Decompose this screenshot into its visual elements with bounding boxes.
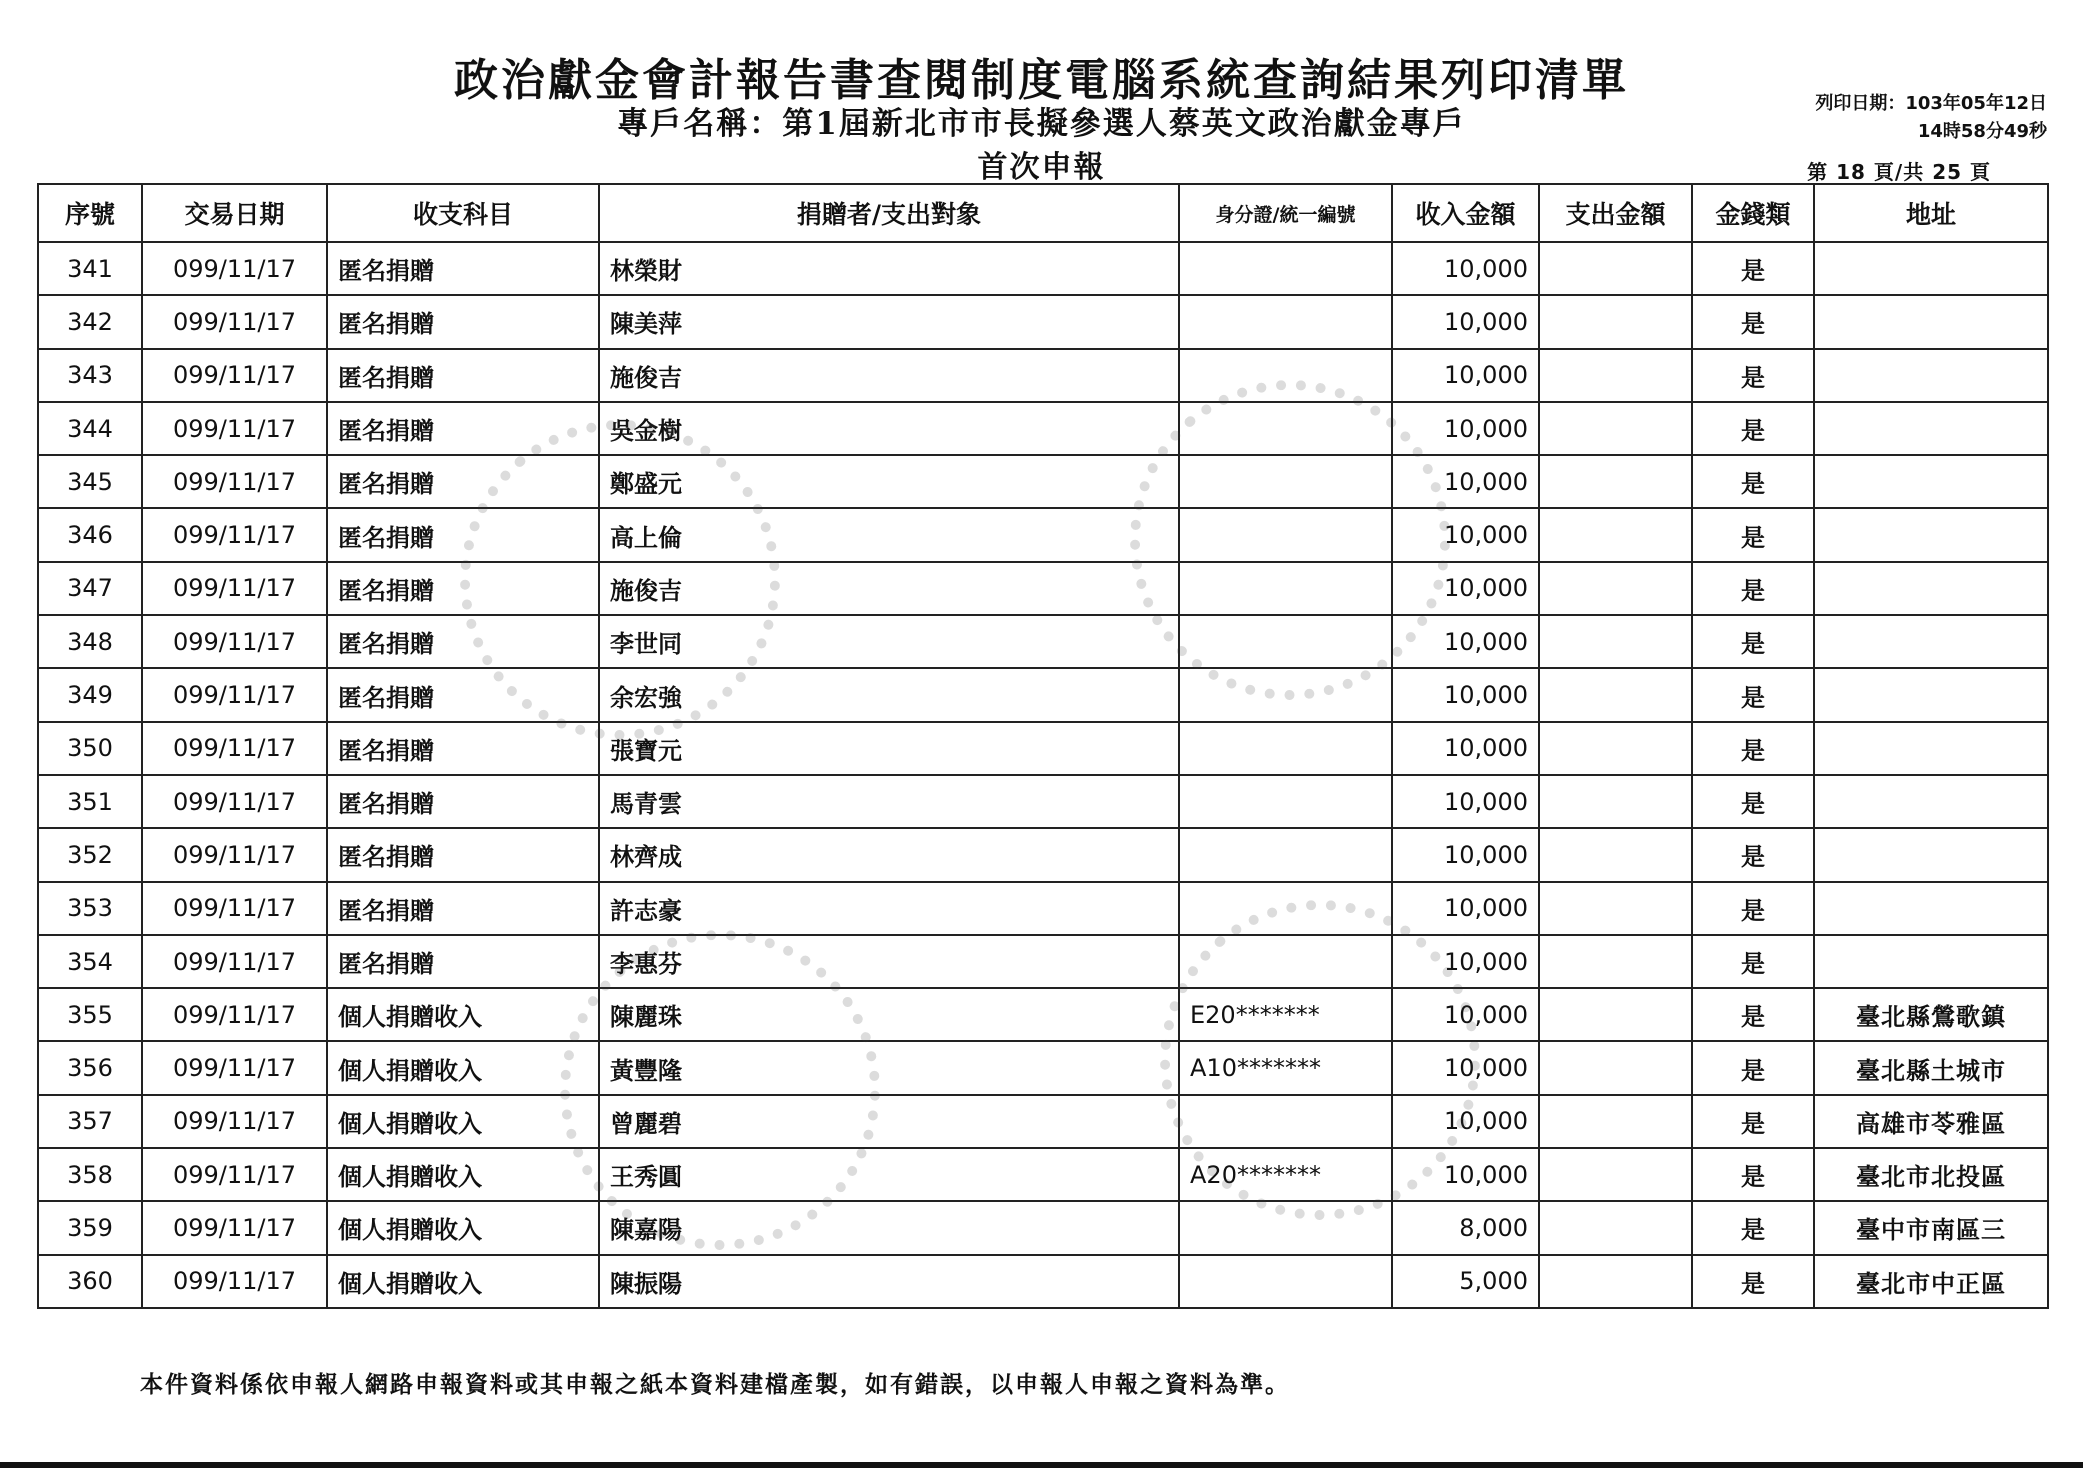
row-category: 匿名捐贈 bbox=[327, 882, 599, 935]
row-id-number bbox=[1179, 668, 1392, 721]
row-donor-name: 高上倫 bbox=[599, 508, 1179, 561]
row-seq: 360 bbox=[38, 1255, 142, 1308]
row-seq: 357 bbox=[38, 1095, 142, 1148]
row-category: 匿名捐贈 bbox=[327, 455, 599, 508]
row-expense bbox=[1539, 295, 1692, 348]
row-id-number bbox=[1179, 562, 1392, 615]
row-cash-flag: 是 bbox=[1692, 349, 1814, 402]
row-date: 099/11/17 bbox=[142, 668, 327, 721]
row-cash-flag: 是 bbox=[1692, 668, 1814, 721]
table-row bbox=[38, 455, 2048, 508]
row-category: 匿名捐贈 bbox=[327, 562, 599, 615]
col-header-category: 收支科目 bbox=[327, 184, 599, 242]
row-category: 匿名捐贈 bbox=[327, 242, 599, 295]
row-address: 臺中市南區三 bbox=[1814, 1201, 2048, 1254]
row-id-number bbox=[1179, 349, 1392, 402]
row-category: 匿名捐贈 bbox=[327, 295, 599, 348]
row-expense bbox=[1539, 1255, 1692, 1308]
row-date: 099/11/17 bbox=[142, 988, 327, 1041]
row-date: 099/11/17 bbox=[142, 349, 327, 402]
donation-ledger-table bbox=[37, 183, 2049, 1309]
row-seq: 345 bbox=[38, 455, 142, 508]
row-seq: 346 bbox=[38, 508, 142, 561]
row-category: 匿名捐贈 bbox=[327, 402, 599, 455]
row-seq: 356 bbox=[38, 1041, 142, 1094]
row-donor-name: 陳麗珠 bbox=[599, 988, 1179, 1041]
row-category: 個人捐贈收入 bbox=[327, 1041, 599, 1094]
row-address: 臺北市中正區 bbox=[1814, 1255, 2048, 1308]
print-date-line: 列印日期：103年05年12日 bbox=[1815, 93, 2047, 114]
row-expense bbox=[1539, 242, 1692, 295]
row-cash-flag: 是 bbox=[1692, 242, 1814, 295]
row-income: 10,000 bbox=[1392, 882, 1539, 935]
row-address bbox=[1814, 562, 2048, 615]
row-date: 099/11/17 bbox=[142, 1255, 327, 1308]
row-address bbox=[1814, 295, 2048, 348]
row-id-number bbox=[1179, 508, 1392, 561]
row-donor-name: 林齊成 bbox=[599, 828, 1179, 881]
row-donor-name: 施俊吉 bbox=[599, 349, 1179, 402]
row-cash-flag: 是 bbox=[1692, 722, 1814, 775]
table-row bbox=[38, 242, 2048, 295]
row-address bbox=[1814, 722, 2048, 775]
row-address: 臺北縣土城市 bbox=[1814, 1041, 2048, 1094]
col-header-id: 身分證/統一編號 bbox=[1179, 184, 1392, 242]
row-expense bbox=[1539, 615, 1692, 668]
table-row bbox=[38, 402, 2048, 455]
row-seq: 350 bbox=[38, 722, 142, 775]
row-cash-flag: 是 bbox=[1692, 828, 1814, 881]
row-category: 匿名捐贈 bbox=[327, 935, 599, 988]
row-id-number bbox=[1179, 935, 1392, 988]
row-expense bbox=[1539, 828, 1692, 881]
row-seq: 349 bbox=[38, 668, 142, 721]
row-address bbox=[1814, 935, 2048, 988]
col-header-seq: 序號 bbox=[38, 184, 142, 242]
row-category: 匿名捐贈 bbox=[327, 349, 599, 402]
row-id-number bbox=[1179, 242, 1392, 295]
row-income: 10,000 bbox=[1392, 562, 1539, 615]
row-date: 099/11/17 bbox=[142, 935, 327, 988]
row-date: 099/11/17 bbox=[142, 1148, 327, 1201]
table-row bbox=[38, 935, 2048, 988]
row-income: 8,000 bbox=[1392, 1201, 1539, 1254]
row-income: 10,000 bbox=[1392, 668, 1539, 721]
row-expense bbox=[1539, 668, 1692, 721]
row-seq: 344 bbox=[38, 402, 142, 455]
row-category: 個人捐贈收入 bbox=[327, 988, 599, 1041]
row-expense bbox=[1539, 402, 1692, 455]
row-id-number bbox=[1179, 455, 1392, 508]
row-expense bbox=[1539, 1095, 1692, 1148]
col-header-expense: 支出金額 bbox=[1539, 184, 1692, 242]
row-id-number: A10******* bbox=[1179, 1041, 1392, 1094]
row-address: 臺北市北投區 bbox=[1814, 1148, 2048, 1201]
row-category: 個人捐贈收入 bbox=[327, 1095, 599, 1148]
row-cash-flag: 是 bbox=[1692, 1095, 1814, 1148]
row-address bbox=[1814, 402, 2048, 455]
row-date: 099/11/17 bbox=[142, 882, 327, 935]
row-seq: 358 bbox=[38, 1148, 142, 1201]
print-time-line: 14時58分49秒 bbox=[1917, 121, 2047, 142]
row-category: 匿名捐贈 bbox=[327, 668, 599, 721]
row-donor-name: 王秀圓 bbox=[599, 1148, 1179, 1201]
row-cash-flag: 是 bbox=[1692, 562, 1814, 615]
table-row bbox=[38, 1095, 2048, 1148]
row-id-number bbox=[1179, 882, 1392, 935]
row-category: 個人捐贈收入 bbox=[327, 1255, 599, 1308]
row-expense bbox=[1539, 349, 1692, 402]
row-income: 10,000 bbox=[1392, 722, 1539, 775]
row-expense bbox=[1539, 562, 1692, 615]
row-category: 匿名捐贈 bbox=[327, 775, 599, 828]
row-income: 10,000 bbox=[1392, 349, 1539, 402]
row-donor-name: 吳金樹 bbox=[599, 402, 1179, 455]
row-address: 臺北縣鶯歌鎮 bbox=[1814, 988, 2048, 1041]
row-donor-name: 余宏強 bbox=[599, 668, 1179, 721]
row-donor-name: 李世同 bbox=[599, 615, 1179, 668]
row-id-number bbox=[1179, 295, 1392, 348]
table-row bbox=[38, 562, 2048, 615]
col-header-date: 交易日期 bbox=[142, 184, 327, 242]
row-cash-flag: 是 bbox=[1692, 775, 1814, 828]
row-cash-flag: 是 bbox=[1692, 295, 1814, 348]
table-header-row bbox=[38, 184, 2048, 242]
row-cash-flag: 是 bbox=[1692, 1255, 1814, 1308]
row-date: 099/11/17 bbox=[142, 1201, 327, 1254]
row-id-number bbox=[1179, 1201, 1392, 1254]
row-seq: 355 bbox=[38, 988, 142, 1041]
row-cash-flag: 是 bbox=[1692, 1041, 1814, 1094]
table-row bbox=[38, 615, 2048, 668]
row-donor-name: 林榮財 bbox=[599, 242, 1179, 295]
row-category: 匿名捐贈 bbox=[327, 615, 599, 668]
row-date: 099/11/17 bbox=[142, 722, 327, 775]
row-donor-name: 陳振陽 bbox=[599, 1255, 1179, 1308]
page-number: 第 18 頁/共 25 頁 bbox=[1807, 160, 1991, 184]
table-row bbox=[38, 508, 2048, 561]
document-title: 政治獻金會計報告書查閱制度電腦系統查詢結果列印清單 bbox=[454, 55, 1629, 106]
row-category: 個人捐贈收入 bbox=[327, 1201, 599, 1254]
row-cash-flag: 是 bbox=[1692, 988, 1814, 1041]
row-id-number bbox=[1179, 775, 1392, 828]
row-cash-flag: 是 bbox=[1692, 882, 1814, 935]
row-income: 10,000 bbox=[1392, 508, 1539, 561]
row-id-number bbox=[1179, 722, 1392, 775]
row-address bbox=[1814, 508, 2048, 561]
row-expense bbox=[1539, 935, 1692, 988]
row-category: 匿名捐贈 bbox=[327, 508, 599, 561]
row-id-number bbox=[1179, 1095, 1392, 1148]
table-row bbox=[38, 828, 2048, 881]
row-cash-flag: 是 bbox=[1692, 1201, 1814, 1254]
row-donor-name: 陳美萍 bbox=[599, 295, 1179, 348]
col-header-cash: 金錢類 bbox=[1692, 184, 1814, 242]
table-row bbox=[38, 1148, 2048, 1201]
row-cash-flag: 是 bbox=[1692, 615, 1814, 668]
row-expense bbox=[1539, 988, 1692, 1041]
row-donor-name: 鄭盛元 bbox=[599, 455, 1179, 508]
row-income: 10,000 bbox=[1392, 828, 1539, 881]
row-expense bbox=[1539, 775, 1692, 828]
col-header-income: 收入金額 bbox=[1392, 184, 1539, 242]
row-income: 10,000 bbox=[1392, 1095, 1539, 1148]
row-donor-name: 曾麗碧 bbox=[599, 1095, 1179, 1148]
row-donor-name: 馬青雲 bbox=[599, 775, 1179, 828]
table-row bbox=[38, 882, 2048, 935]
table-row bbox=[38, 1041, 2048, 1094]
row-income: 10,000 bbox=[1392, 402, 1539, 455]
row-seq: 352 bbox=[38, 828, 142, 881]
row-id-number bbox=[1179, 402, 1392, 455]
row-address: 高雄市苓雅區 bbox=[1814, 1095, 2048, 1148]
row-donor-name: 施俊吉 bbox=[599, 562, 1179, 615]
row-address bbox=[1814, 775, 2048, 828]
table-row bbox=[38, 1201, 2048, 1254]
row-cash-flag: 是 bbox=[1692, 1148, 1814, 1201]
row-income: 10,000 bbox=[1392, 242, 1539, 295]
row-category: 匿名捐贈 bbox=[327, 828, 599, 881]
row-income: 10,000 bbox=[1392, 935, 1539, 988]
row-income: 10,000 bbox=[1392, 775, 1539, 828]
row-address bbox=[1814, 882, 2048, 935]
row-donor-name: 陳嘉陽 bbox=[599, 1201, 1179, 1254]
row-date: 099/11/17 bbox=[142, 508, 327, 561]
row-expense bbox=[1539, 722, 1692, 775]
print-date bbox=[1815, 90, 2047, 146]
row-date: 099/11/17 bbox=[142, 455, 327, 508]
table-row bbox=[38, 722, 2048, 775]
row-expense bbox=[1539, 455, 1692, 508]
row-date: 099/11/17 bbox=[142, 775, 327, 828]
row-seq: 354 bbox=[38, 935, 142, 988]
table-row bbox=[38, 295, 2048, 348]
row-seq: 347 bbox=[38, 562, 142, 615]
row-income: 10,000 bbox=[1392, 455, 1539, 508]
row-income: 10,000 bbox=[1392, 295, 1539, 348]
row-expense bbox=[1539, 1148, 1692, 1201]
row-seq: 342 bbox=[38, 295, 142, 348]
row-income: 10,000 bbox=[1392, 615, 1539, 668]
row-seq: 351 bbox=[38, 775, 142, 828]
row-id-number: A20******* bbox=[1179, 1148, 1392, 1201]
row-seq: 348 bbox=[38, 615, 142, 668]
row-id-number bbox=[1179, 828, 1392, 881]
table-row bbox=[38, 1255, 2048, 1308]
row-seq: 353 bbox=[38, 882, 142, 935]
row-date: 099/11/17 bbox=[142, 242, 327, 295]
row-category: 個人捐贈收入 bbox=[327, 1148, 599, 1201]
row-expense bbox=[1539, 882, 1692, 935]
row-expense bbox=[1539, 1041, 1692, 1094]
row-donor-name: 許志豪 bbox=[599, 882, 1179, 935]
row-cash-flag: 是 bbox=[1692, 935, 1814, 988]
row-address bbox=[1814, 242, 2048, 295]
row-date: 099/11/17 bbox=[142, 615, 327, 668]
row-income: 10,000 bbox=[1392, 1041, 1539, 1094]
row-date: 099/11/17 bbox=[142, 562, 327, 615]
row-seq: 341 bbox=[38, 242, 142, 295]
row-expense bbox=[1539, 508, 1692, 561]
row-address bbox=[1814, 615, 2048, 668]
row-category: 匿名捐贈 bbox=[327, 722, 599, 775]
row-address bbox=[1814, 668, 2048, 721]
row-seq: 343 bbox=[38, 349, 142, 402]
col-header-address: 地址 bbox=[1814, 184, 2048, 242]
row-date: 099/11/17 bbox=[142, 402, 327, 455]
row-income: 5,000 bbox=[1392, 1255, 1539, 1308]
row-date: 099/11/17 bbox=[142, 1095, 327, 1148]
row-seq: 359 bbox=[38, 1201, 142, 1254]
row-cash-flag: 是 bbox=[1692, 508, 1814, 561]
row-id-number bbox=[1179, 1255, 1392, 1308]
row-address bbox=[1814, 455, 2048, 508]
row-date: 099/11/17 bbox=[142, 295, 327, 348]
row-donor-name: 黃豐隆 bbox=[599, 1041, 1179, 1094]
row-address bbox=[1814, 828, 2048, 881]
disclaimer-note: 本件資料係依申報人網路申報資料或其申報之紙本資料建檔產製，如有錯誤，以申報人申報之資料為準。 bbox=[140, 1371, 1290, 1398]
row-income: 10,000 bbox=[1392, 988, 1539, 1041]
row-date: 099/11/17 bbox=[142, 1041, 327, 1094]
row-expense bbox=[1539, 1201, 1692, 1254]
row-income: 10,000 bbox=[1392, 1148, 1539, 1201]
bottom-border bbox=[0, 1462, 2083, 1468]
row-id-number bbox=[1179, 615, 1392, 668]
row-donor-name: 李惠芬 bbox=[599, 935, 1179, 988]
row-address bbox=[1814, 349, 2048, 402]
account-name: 專戶名稱：第1屆新北市市長擬參選人蔡英文政治獻金專戶 bbox=[617, 106, 1466, 142]
table-row bbox=[38, 349, 2048, 402]
table-row bbox=[38, 668, 2048, 721]
row-donor-name: 張寶元 bbox=[599, 722, 1179, 775]
table-row bbox=[38, 988, 2048, 1041]
row-cash-flag: 是 bbox=[1692, 402, 1814, 455]
row-date: 099/11/17 bbox=[142, 828, 327, 881]
col-header-donor: 捐贈者/支出對象 bbox=[599, 184, 1179, 242]
row-id-number: E20******* bbox=[1179, 988, 1392, 1041]
table-row bbox=[38, 775, 2048, 828]
report-type: 首次申報 bbox=[977, 150, 1106, 185]
row-cash-flag: 是 bbox=[1692, 455, 1814, 508]
